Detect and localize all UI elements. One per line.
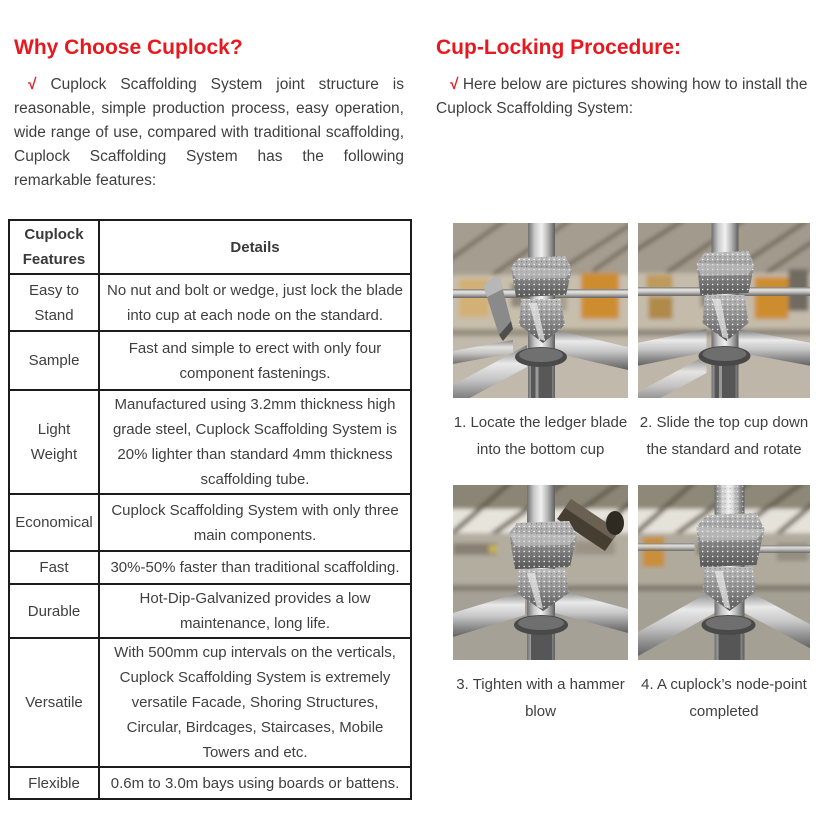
why-choose-title: Why Choose Cuplock? (14, 36, 243, 59)
scaffold-node-photo-1 (453, 223, 628, 398)
feature-cell: Easy to Stand (9, 274, 99, 331)
procedure-step-2 (638, 223, 810, 485)
table-row (9, 638, 411, 767)
table-row (9, 767, 411, 799)
details-cell: 30%-50% faster than traditional scaffolding. (99, 551, 411, 584)
scaffold-node-photo-4 (638, 485, 810, 660)
check-mark-icon: √ (450, 76, 459, 93)
table-row (9, 494, 411, 551)
check-mark-icon: √ (28, 76, 37, 93)
table-row (9, 274, 411, 331)
table-row (9, 331, 411, 390)
details-cell: Manufactured using 3.2mm thickness high grade steel, Cuplock Scaffolding System is 20% lighter than standard 4mm thickness scaffolding tube. (99, 390, 411, 494)
step-caption-3: 3. Tighten with a hammer blow (456, 676, 625, 720)
procedure-steps (453, 223, 816, 747)
features-table (8, 219, 412, 800)
details-cell: Hot-Dip-Galvanized provides a low maintenance, long life. (99, 584, 411, 638)
feature-cell: Light Weight (9, 390, 99, 494)
cup-locking-paragraph (436, 73, 816, 121)
cup-locking-text: Here below are pictures showing how to install the Cuplock Scaffolding System: (436, 76, 808, 117)
procedure-step-1 (453, 223, 628, 485)
details-cell: 0.6m to 3.0m bays using boards or battens. (99, 767, 411, 799)
step-caption-1: 1. Locate the ledger blade into the bottom cup (453, 414, 628, 458)
why-choose-text: Cuplock Scaffolding System joint structure is reasonable, simple production process, easy operation, wide range of use, compared with traditional scaffolding, Cuplock Scaffolding System has the following remarkable features: (14, 76, 405, 189)
feature-cell: Economical (9, 494, 99, 551)
feature-cell: Durable (9, 584, 99, 638)
procedure-step-3 (453, 485, 628, 747)
table-row (9, 390, 411, 494)
step-caption-2: 2. Slide the top cup down the standard and rotate (639, 414, 809, 458)
feature-cell: Flexible (9, 767, 99, 799)
why-choose-paragraph (14, 73, 404, 193)
scaffold-node-photo-3 (453, 485, 628, 660)
step-caption-4: 4. A cuplock’s node-point completed (641, 676, 807, 720)
cup-locking-section (430, 36, 816, 747)
scaffold-node-photo-2 (638, 223, 810, 398)
details-cell: Fast and simple to erect with only four component fastenings. (99, 331, 411, 390)
why-choose-section (8, 36, 410, 800)
feature-cell: Sample (9, 331, 99, 390)
feature-cell: Fast (9, 551, 99, 584)
details-cell: Cuplock Scaffolding System with only three main components. (99, 494, 411, 551)
procedure-step-4 (638, 485, 810, 747)
feature-cell: Versatile (9, 638, 99, 767)
cup-locking-title: Cup-Locking Procedure: (436, 36, 682, 59)
table-row (9, 551, 411, 584)
col-header-details: Details (99, 220, 411, 274)
details-cell: With 500mm cup intervals on the verticals, Cuplock Scaffolding System is extremely versatile Facade, Shoring Structures, Circular, Birdcages, Staircases, Mobile Towers and etc. (99, 638, 411, 767)
details-cell: No nut and bolt or wedge, just lock the blade into cup at each node on the standard. (99, 274, 411, 331)
table-header-row (9, 220, 411, 274)
table-row (9, 584, 411, 638)
col-header-cuplock-features: Cuplock Features (9, 220, 99, 274)
